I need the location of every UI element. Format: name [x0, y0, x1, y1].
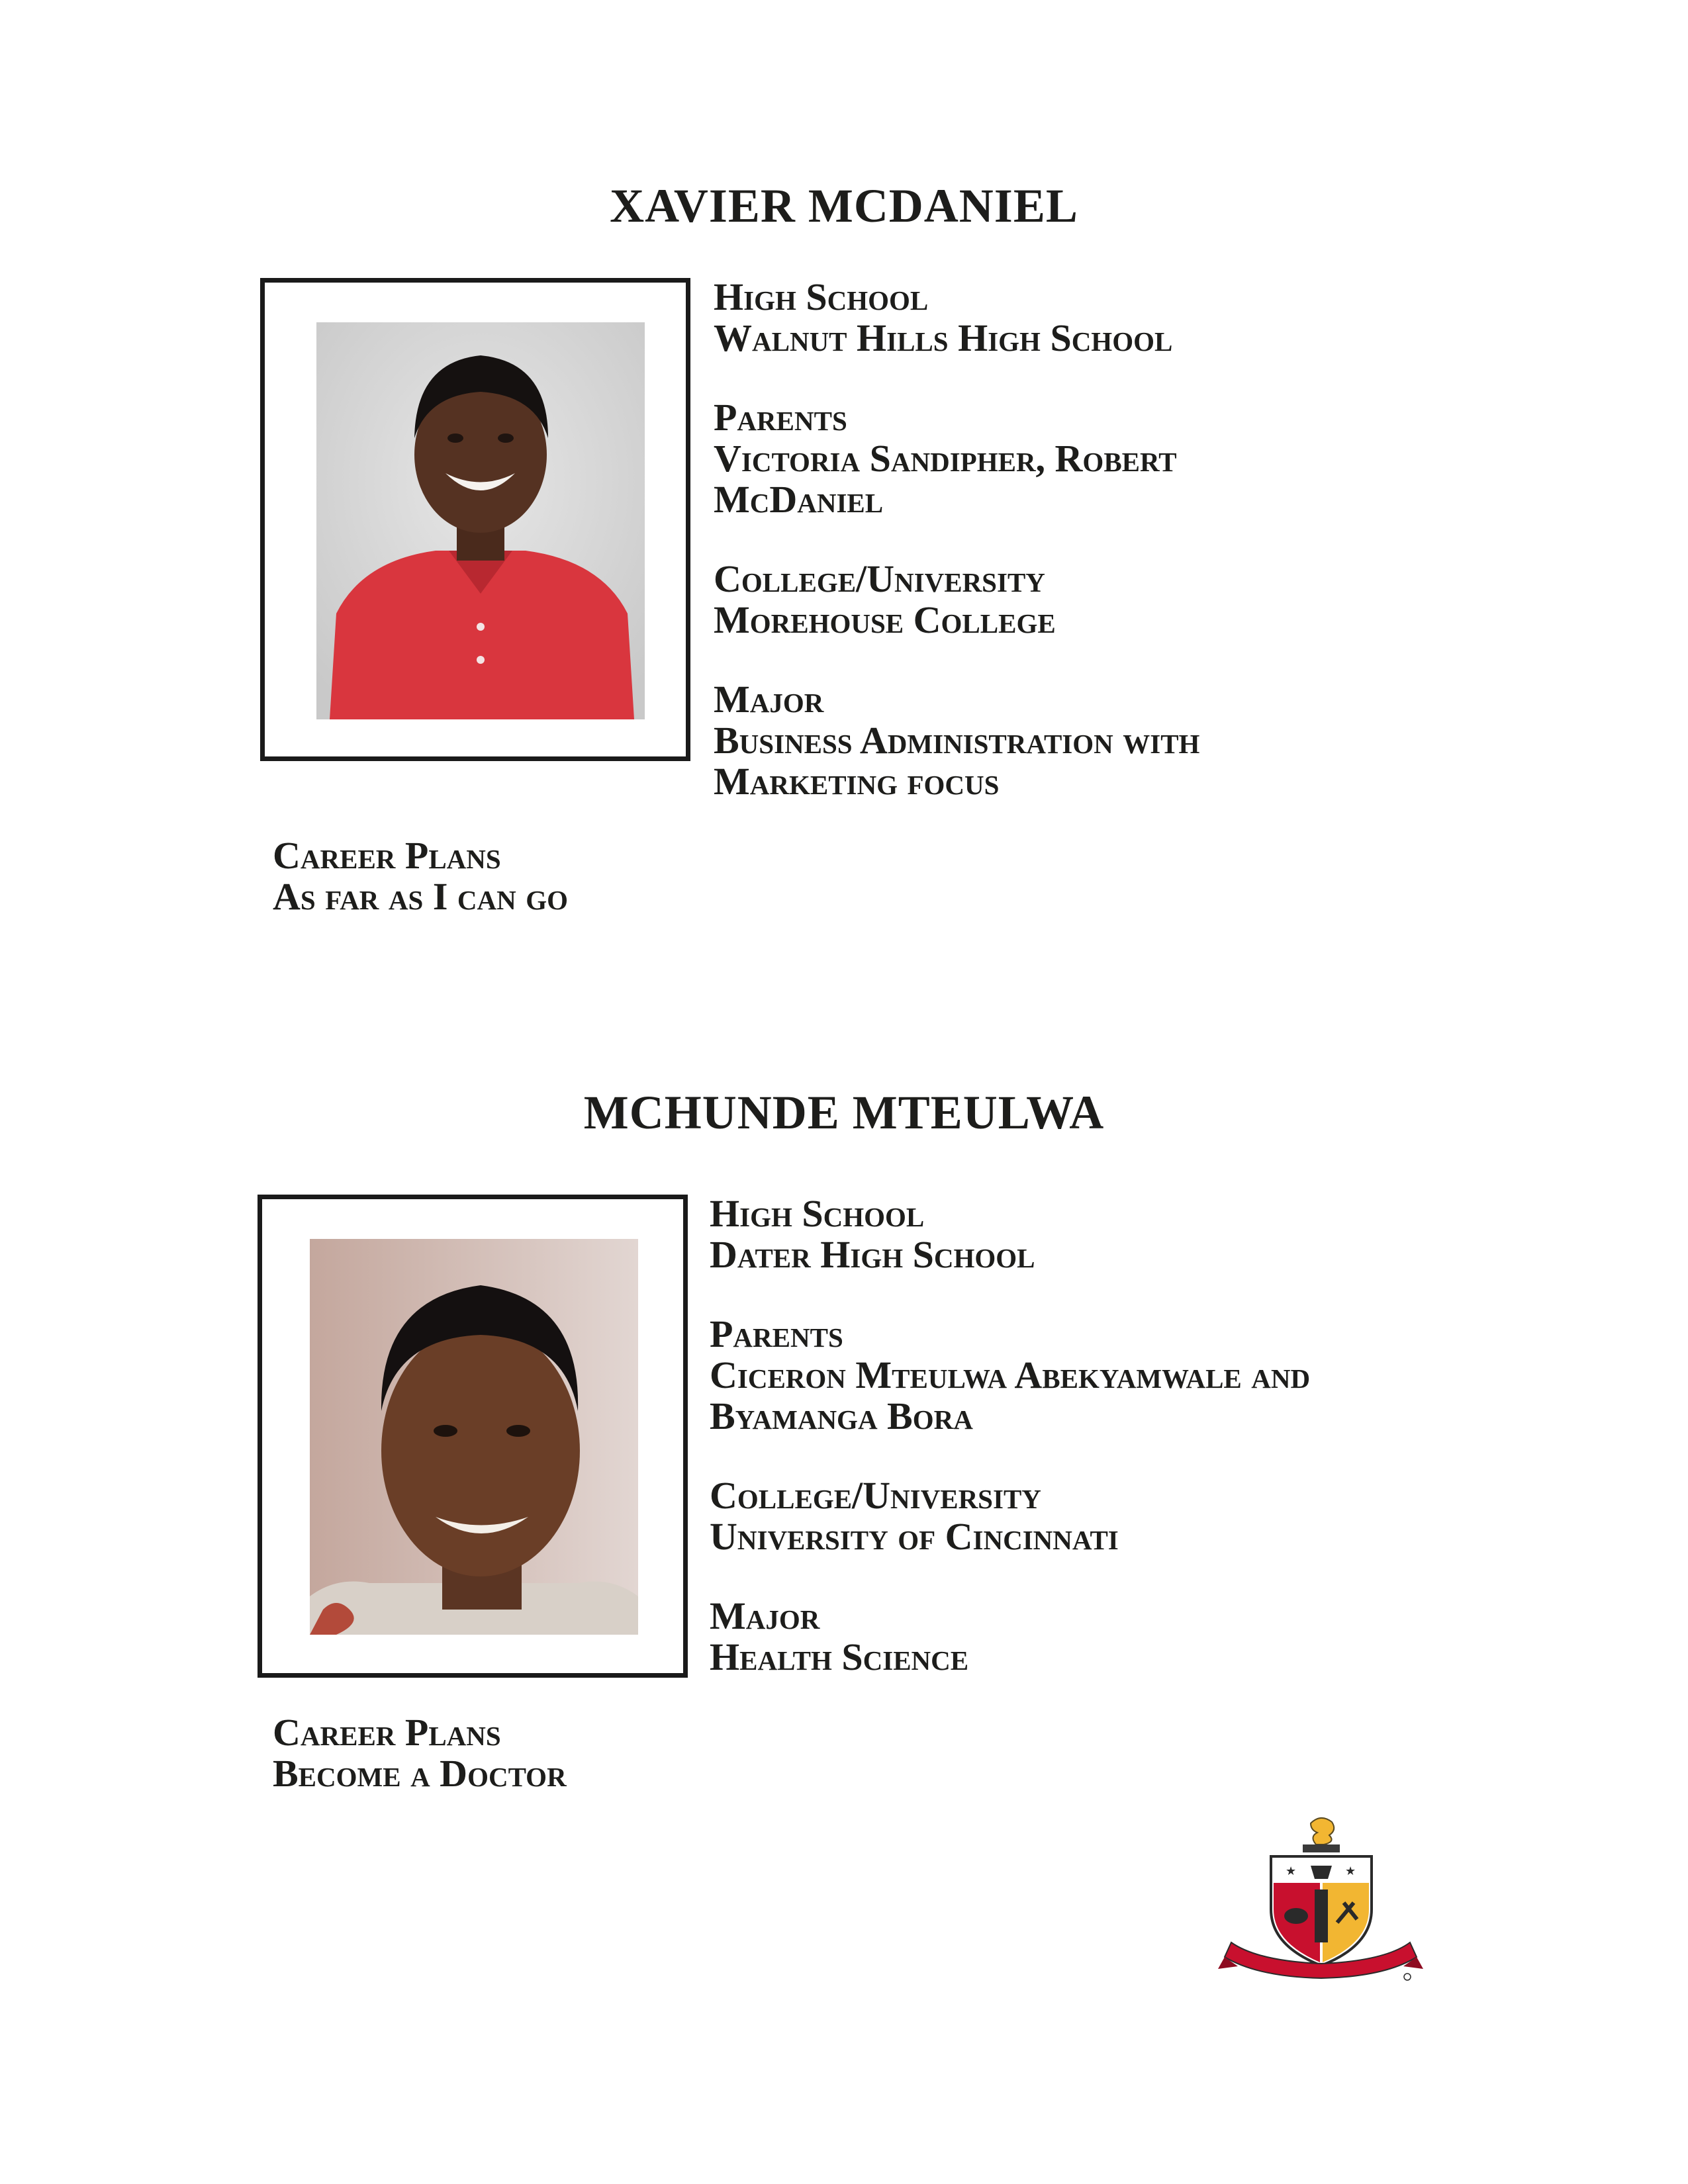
career-value: Become a Doctor — [273, 1752, 567, 1795]
profile-name-2: MCHUNDE MTEULWA — [583, 1086, 1105, 1139]
parents-value-line1: Ciceron Mteulwa Abekyamwale and — [710, 1353, 1311, 1396]
college-label: College/University — [710, 1474, 1041, 1517]
parents-section — [710, 1314, 1310, 1437]
parents-section — [714, 397, 1199, 520]
parents-value-line2: McDaniel — [714, 478, 884, 521]
svg-text:★: ★ — [1286, 1864, 1297, 1878]
high-school-section — [710, 1193, 1310, 1275]
college-value: Morehouse College — [714, 598, 1056, 641]
fraternity-crest-logo — [1218, 1810, 1423, 1982]
career-section-2 — [273, 1712, 567, 1794]
profile-name-1: XAVIER MCDANIEL — [610, 179, 1078, 232]
career-section-1 — [273, 835, 568, 917]
high-school-label: High School — [714, 275, 929, 318]
photo-1 — [316, 322, 645, 719]
college-value: University of Cincinnati — [710, 1515, 1119, 1558]
major-value-line1: Business Administration with — [714, 719, 1200, 762]
high-school-value: Dater High School — [710, 1233, 1035, 1276]
major-value-line2: Marketing focus — [714, 760, 1000, 803]
profile-details-1 — [714, 277, 1199, 802]
career-label: Career Plans — [273, 834, 501, 877]
svg-text:★: ★ — [1345, 1864, 1356, 1878]
parents-value-line2: Byamanga Bora — [710, 1394, 973, 1437]
high-school-label: High School — [710, 1192, 925, 1235]
major-section — [710, 1596, 1310, 1678]
profile-details-2 — [710, 1193, 1310, 1678]
major-label: Major — [710, 1594, 820, 1637]
career-value: As far as I can go — [273, 875, 568, 918]
major-label: Major — [714, 678, 824, 721]
high-school-value: Walnut Hills High School — [714, 316, 1173, 359]
parents-label: Parents — [710, 1312, 843, 1355]
high-school-section — [714, 277, 1199, 359]
major-value-line1: Health Science — [710, 1635, 969, 1678]
career-label: Career Plans — [273, 1711, 501, 1754]
college-section — [710, 1475, 1310, 1557]
parents-value-line1: Victoria Sandipher, Robert — [714, 437, 1177, 480]
photo-2 — [310, 1239, 638, 1635]
major-section — [714, 679, 1199, 802]
college-section — [714, 559, 1199, 641]
portrait-image — [316, 322, 645, 719]
college-label: College/University — [714, 557, 1045, 600]
parents-label: Parents — [714, 396, 847, 439]
portrait-image — [310, 1239, 638, 1635]
